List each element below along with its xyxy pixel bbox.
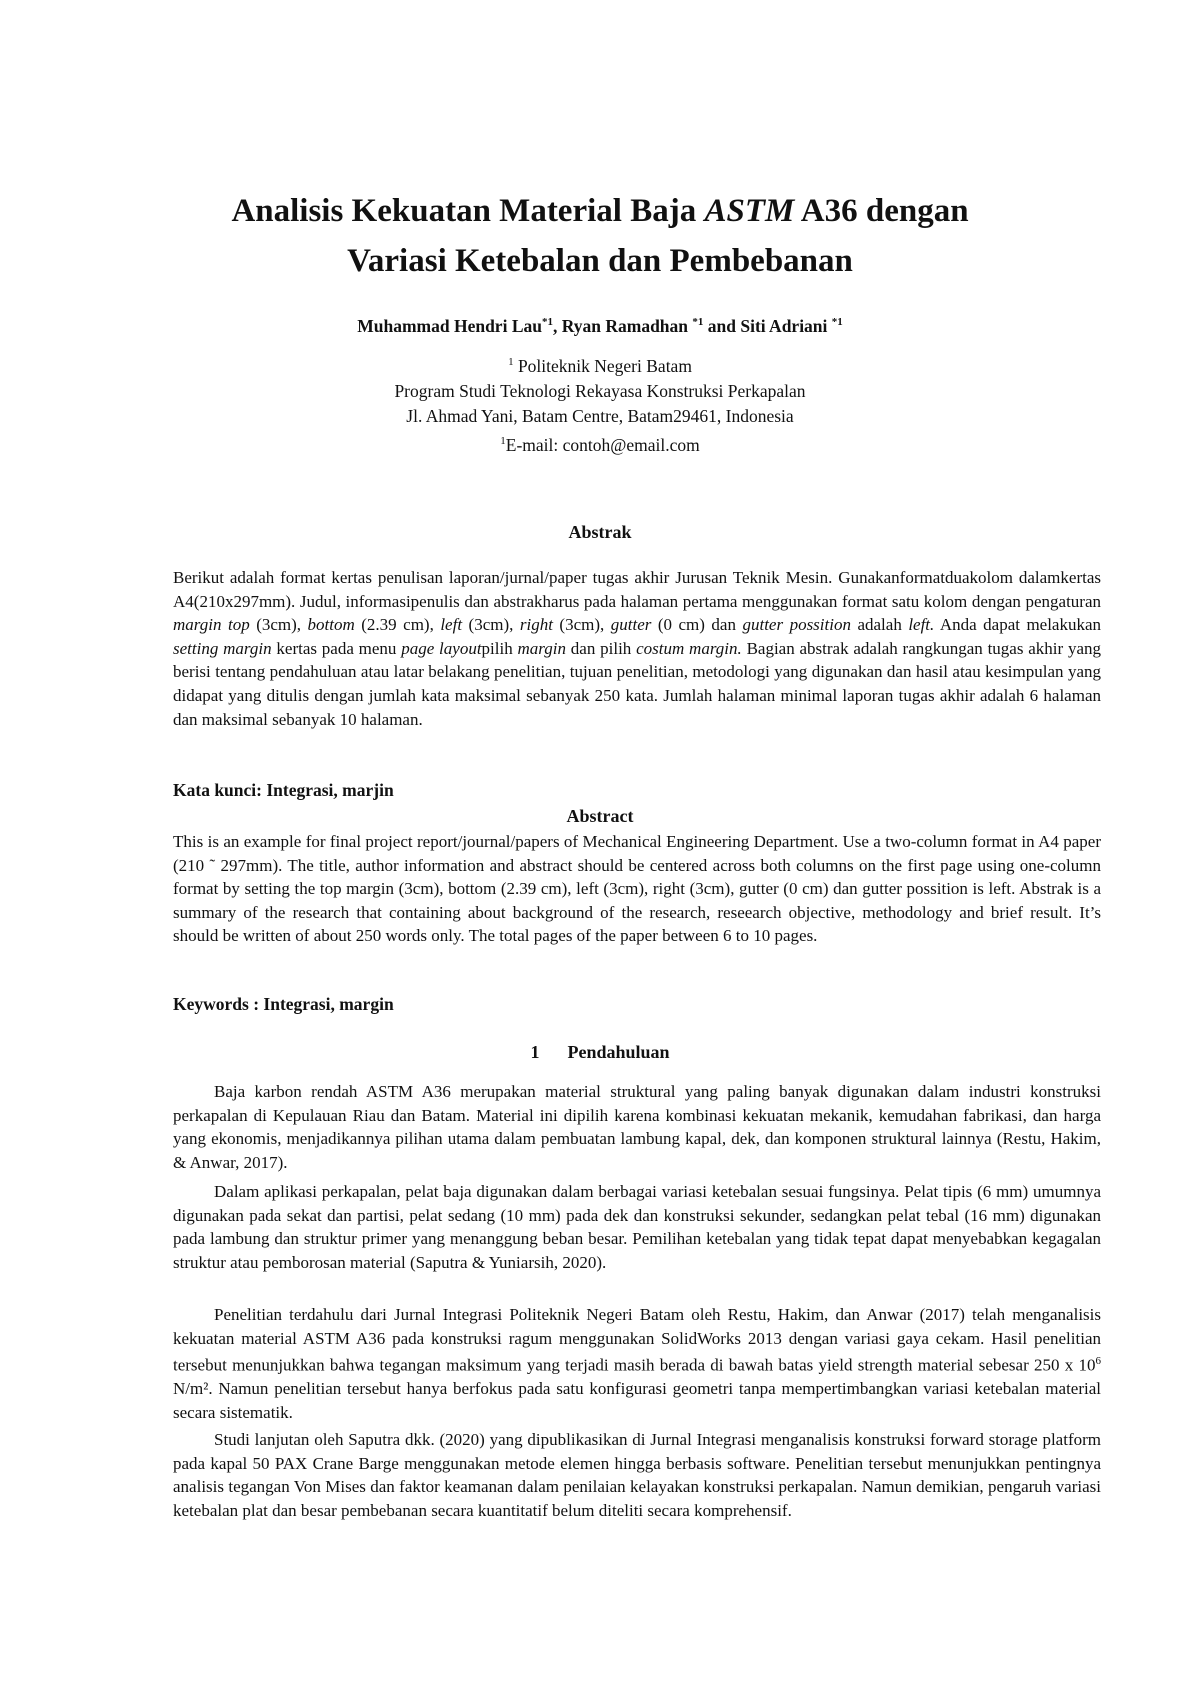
kata-kunci: Kata kunci: Integrasi, marjin (173, 780, 394, 800)
abstrak-text: Berikut adalah format kertas penulisan laporan/jurnal/paper tugas akhir Jurusan Teknik Mesin. Gunakanformatduakolom dalamkertas A4(210x297mm). Judul, informasipenulis dan abstrakharus pada halaman pertama menggunakan format satu kolom dengan pengaturan margin top (3cm), bottom (2.39 cm), left (3cm), right (3cm), gutter (0 cm) dan gutter possition adalah left. Anda dapat melakukan setting margin kertas pada menu page layoutpilih margin dan pilih costum margin. Bagian abstrak adalah rangkungan tugas akhir yang berisi tentang pendahuluan atau latar belakang penelitian, tujuan penelitian, metodologi yang digunakan dan hasil atau kesimpulan yang didapat yang ditulis dengan jumlah kata maksimal sebanyak 250 kata. Jumlah halaman minimal laporan tugas akhir adalah 6 halaman dan maksimal sebanyak 10 halaman. (173, 568, 1102, 729)
section-paragraph: Dalam aplikasi perkapalan, pelat baja digunakan dalam berbagai variasi ketebalan sesuai fungsinya. Pelat tipis (6 mm) umumnya digunakan pada sekat dan partisi, pelat sedang (10 mm) pada dek dan konstruksi sekunder, sedangkan pelat tebal (16 mm) digunakan pada lambung dan struktur primer yang menanggung beban besar. Pemilihan ketebalan yang tidak tepat dapat menyebabkan kegagalan struktur atau pemborosan material (Saputra & Yuniarsih, 2020). (173, 1182, 1101, 1272)
title-line-1: Analisis Kekuatan Material Baja ASTM A36 dengan (231, 193, 969, 229)
section-paragraph: Studi lanjutan oleh Saputra dkk. (2020) yang dipublikasikan di Jurnal Integrasi menganalisis konstruksi forward storage platform pada kapal 50 PAX Crane Barge menggunakan metode elemen hingga berbasis software. Penelitian tersebut menunjukkan pentingnya analisis tegangan Von Mises dan faktor keamanan dalam penilaian kelayakan konstruksi perkapalan. Namun demikian, pengaruh variasi ketebalan plat dan besar pembebanan secara kuantitatif belum diteliti secara komprehensif. (173, 1430, 1101, 1520)
abstrak-heading: Abstrak (568, 522, 632, 542)
keywords: Keywords : Integrasi, margin (173, 994, 394, 1014)
title-line-2: Variasi Ketebalan dan Pembebanan (347, 243, 853, 279)
abstract-heading: Abstract (566, 806, 634, 826)
section-heading-pendahuluan: 1 Pendahuluan (530, 1042, 670, 1062)
paper-title (150, 186, 1050, 286)
author-list: Muhammad Hendri Lau$^{*1}$, Ryan Ramadhan $^{*1}$ and Siti Adriani $^{*1}$ (357, 316, 843, 336)
section-paragraph: Baja karbon rendah ASTM A36 merupakan material struktural yang paling banyak digunakan dalam industri konstruksi perkapalan di Kepulauan Riau dan Batam. Material ini dipilih karena kombinasi kekuatan mekanik, kemudahan fabrikasi, dan harga yang ekonomis, menjadikannya pilihan utama dalam pembuatan lambung kapal, dek, dan komponen struktural lainnya (Restu, Hakim, & Anwar, 2017). (173, 1082, 1101, 1172)
abstract-text: This is an example for final project report/journal/papers of Mechanical Engineering Department. Use a two-column format in A4 paper (210 ˜ 297mm). The title, author information and abstract should be centered across both columns on the first page using one-column format by setting the top margin (3cm), bottom (2.39 cm), left (3cm), right (3cm), gutter (0 cm) dan gutter possition is left. Abstrak is a summary of the research that containing about background of the research, reseearch objective, methodology and brief result. It’s should be written of about 250 words only. The total pages of the paper between 6 to 10 pages. (173, 832, 1101, 946)
affiliation: $^1$ Politeknik Negeri Batam Program Studi Teknologi Rekayasa Konstruksi Perkapalan Jl. Ahmad Yani, Batam Centre, Batam29461, Indonesia $^1$E-mail: contoh@email.com (200, 350, 1000, 458)
section-paragraph: Penelitian terdahulu dari Jurnal Integrasi Politeknik Negeri Batam oleh Restu, Hakim, dan Anwar (2017) telah menganalisis kekuatan material ASTM A36 pada konstruksi ragum menggunakan SolidWorks 2013 dengan variasi gaya cekam. Hasil penelitian tersebut menunjukkan bahwa tegangan maksimum yang terjadi masih berada di bawah batas yield strength material sebesar 250 x $10^6$ N/m². Namun penelitian tersebut hanya berfokus pada satu konfigurasi geometri tanpa mempertimbangkan variasi ketebalan material secara sistematik. (173, 1305, 1101, 1423)
email: $^1$E-mail: contoh@email.com (500, 434, 700, 455)
